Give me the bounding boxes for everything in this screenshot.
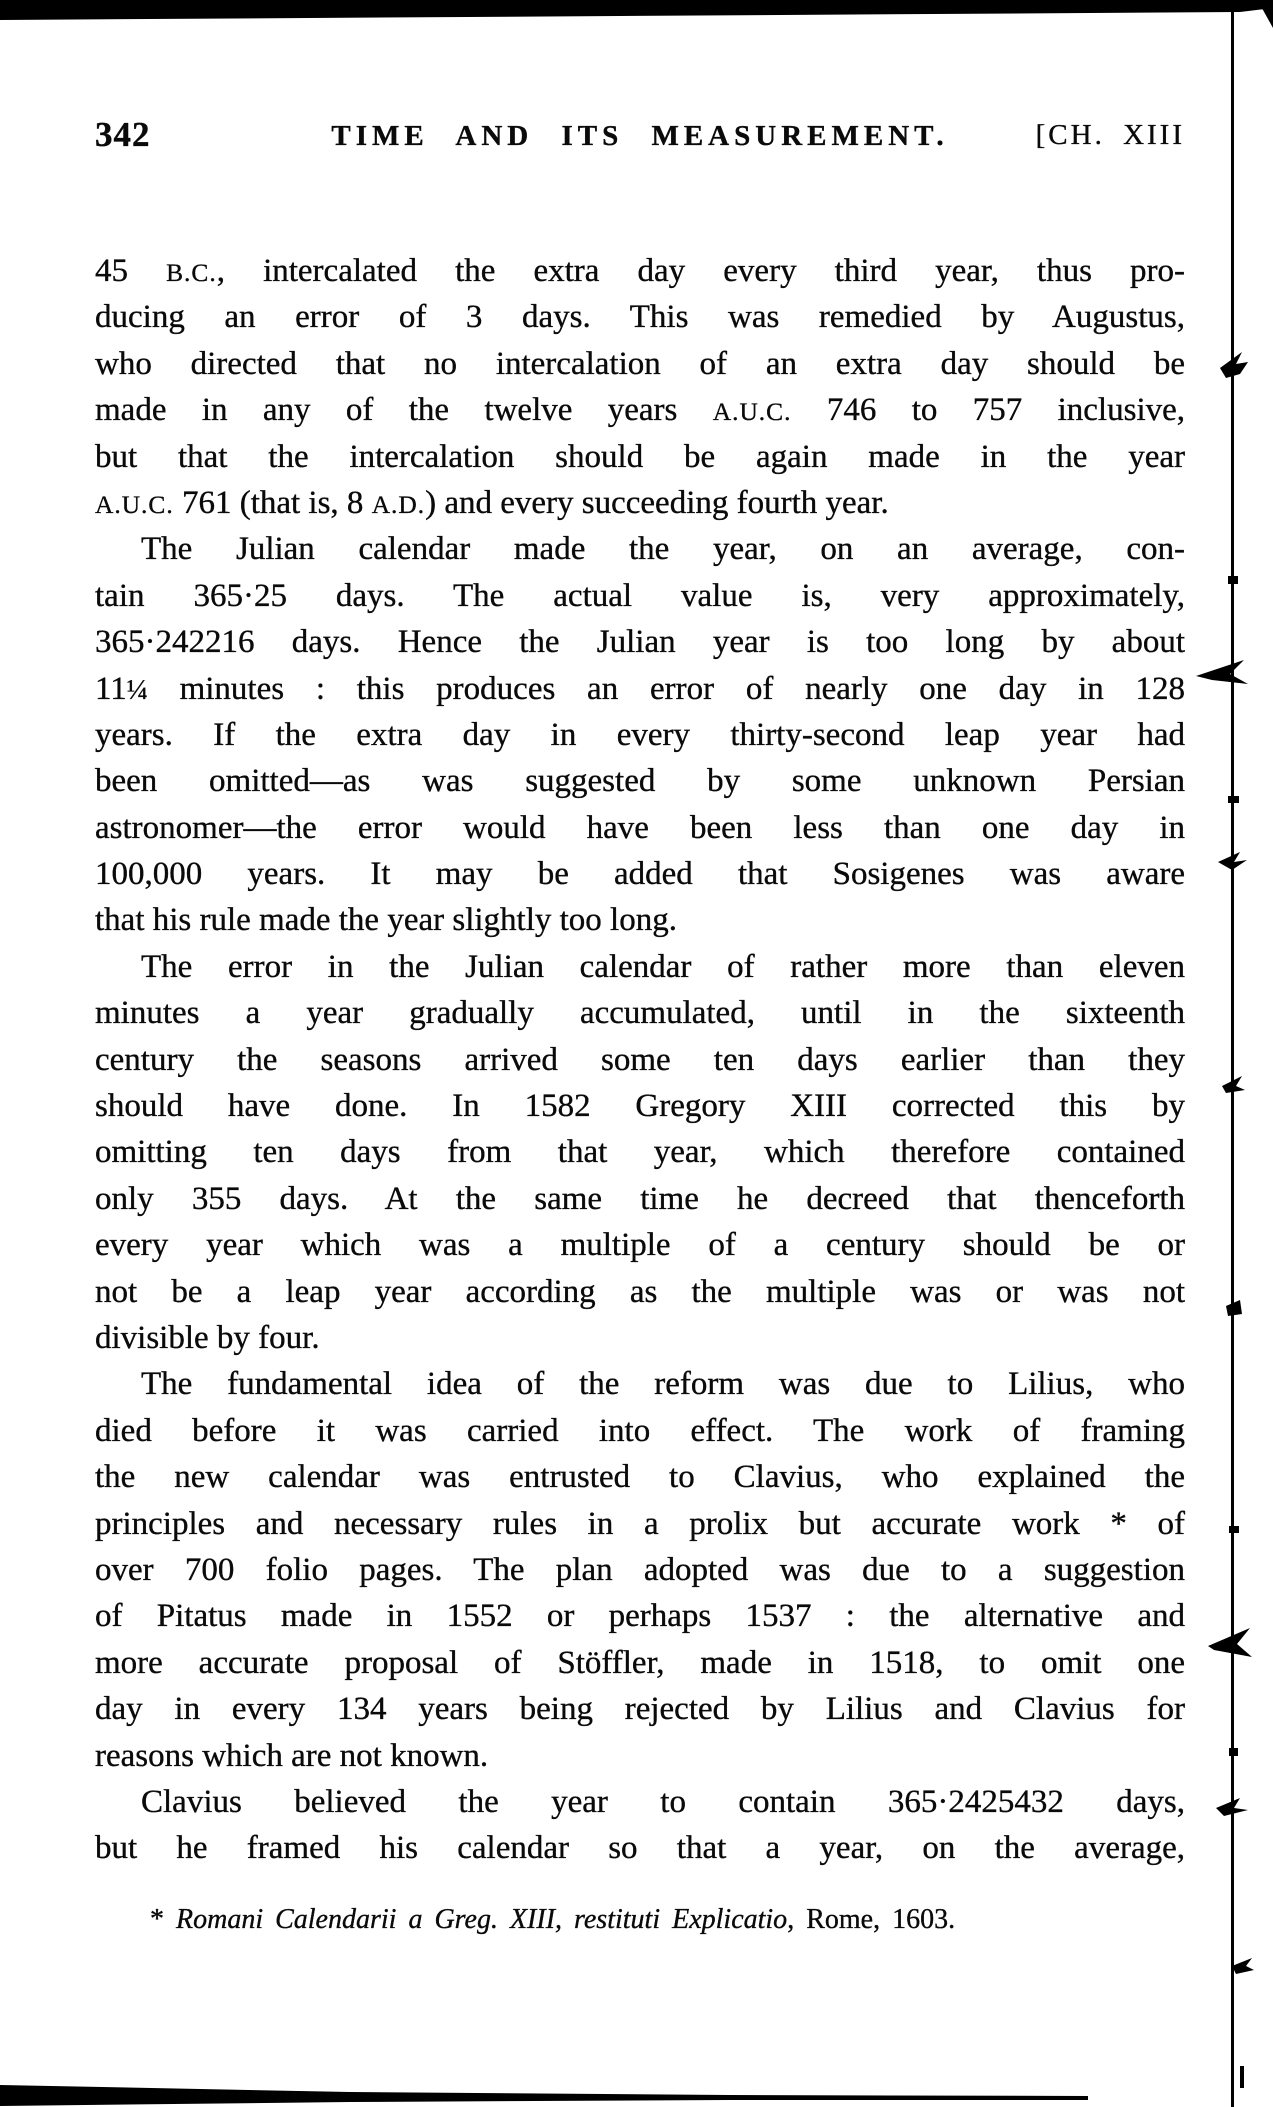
text-segment: Clavius believed the year to contain 365·2425432 days, xyxy=(141,1783,1185,1820)
text-segment: years. If the extra day in every thirty-second leap year had xyxy=(95,716,1185,753)
text-line xyxy=(95,1640,1185,1686)
text-segment: ¼ xyxy=(126,674,148,706)
text-line xyxy=(95,944,1185,990)
text-line xyxy=(95,1593,1185,1639)
text-line xyxy=(95,387,1185,433)
text-line xyxy=(95,294,1185,340)
text-segment: day in every 134 years being rejected by Lilius and Clavius for xyxy=(95,1691,1185,1728)
text-segment: The Julian calendar made the year, on an average, con- xyxy=(141,531,1185,568)
text-line xyxy=(95,1501,1185,1547)
text-segment: ducing an error of 3 days. This was remedied by Augustus, xyxy=(95,299,1185,336)
text-segment: 365·242216 days. Hence the Julian year is too long by about xyxy=(95,624,1185,661)
page-edge-line xyxy=(1231,0,1234,2107)
margin-mark xyxy=(1218,852,1247,870)
text-line xyxy=(95,1454,1185,1500)
text-segment: Romani Calendarii a Greg. XIII, restituti Explicatio xyxy=(176,1904,788,1935)
bottom-scan-bar xyxy=(0,2085,1088,2106)
margin-mark xyxy=(1228,796,1239,803)
text-segment: been omitted—as was suggested by some unknown Persian xyxy=(95,763,1185,800)
text-segment: A.D. xyxy=(371,490,426,519)
text-segment: that his rule made the year slightly too long. xyxy=(95,902,677,939)
text-line xyxy=(95,805,1185,851)
top-scan-bar xyxy=(0,0,1273,20)
text-line xyxy=(95,248,1185,294)
text-line xyxy=(95,666,1185,712)
text-line xyxy=(95,341,1185,387)
text-segment: but he framed his calendar so that a year, on the average, xyxy=(95,1830,1185,1867)
text-segment: astronomer—the error would have been less than one day in xyxy=(95,809,1185,846)
text-segment: died before it was carried into effect. The work of framing xyxy=(95,1412,1185,1449)
text-line xyxy=(95,1269,1185,1315)
text-line xyxy=(95,1547,1185,1593)
text-line xyxy=(95,1129,1185,1175)
text-segment: A.U.C. xyxy=(712,398,792,427)
chapter-ref: [CH. XIII xyxy=(1035,119,1185,151)
text-segment: made in any of the twelve years xyxy=(95,392,713,429)
text-segment: of Pitatus made in 1552 or perhaps 1537 : the alternative and xyxy=(95,1598,1185,1635)
text-line xyxy=(95,1825,1185,1871)
text-segment: only 355 days. At the same time he decreed that thenceforth xyxy=(95,1180,1185,1217)
text-segment: principles and necessary rules in a prolix but accurate work * of xyxy=(95,1505,1185,1542)
text-segment: A.U.C. xyxy=(95,490,174,519)
text-segment: who directed that no intercalation of an extra day should be xyxy=(95,345,1185,382)
text-line xyxy=(95,1686,1185,1732)
text-line xyxy=(95,851,1185,897)
text-line xyxy=(95,1315,1185,1361)
page-number: 342 xyxy=(95,115,151,154)
margin-mark xyxy=(1196,660,1248,684)
text-segment: , intercalated the extra day every third year, thus pro- xyxy=(216,253,1186,289)
text-segment: The fundamental idea of the reform was due to Lilius, who xyxy=(141,1366,1185,1403)
text-segment: should have done. In 1582 Gregory XIII corrected this by xyxy=(95,1088,1185,1125)
text-line xyxy=(95,1083,1185,1129)
text-segment: tain 365·25 days. The actual value is, very approximately, xyxy=(95,577,1185,614)
text-segment: * xyxy=(150,1904,176,1935)
margin-mark xyxy=(1208,1628,1252,1657)
text-segment: reasons which are not known. xyxy=(95,1737,489,1774)
text-line xyxy=(95,897,1185,943)
text-segment: 746 to 757 inclusive, xyxy=(791,392,1186,429)
text-segment: , Rome, 1603. xyxy=(787,1904,956,1935)
text-line xyxy=(95,758,1185,804)
text-segment: The error in the Julian calendar of rather more than eleven xyxy=(141,948,1185,985)
text-segment: ) and every succeeding fourth year. xyxy=(425,484,889,521)
text-line xyxy=(95,1408,1185,1454)
text-line xyxy=(95,712,1185,758)
margin-mark xyxy=(1222,1076,1245,1093)
margin-mark xyxy=(1226,1300,1242,1316)
text-line xyxy=(95,1733,1185,1779)
text-segment: century the seasons arrived some ten days earlier than they xyxy=(95,1041,1185,1078)
text-segment: B.C. xyxy=(166,259,217,287)
text-line xyxy=(95,434,1185,480)
page-header xyxy=(95,116,1185,158)
text-line xyxy=(95,526,1185,572)
text-segment: but that the intercalation should be again made in the year xyxy=(95,438,1185,475)
running-title: TIME AND ITS MEASUREMENT. xyxy=(331,120,949,152)
margin-mark xyxy=(1220,352,1248,378)
footnote xyxy=(150,1902,1190,1938)
text-line xyxy=(95,1176,1185,1222)
text-segment: divisible by four. xyxy=(95,1319,320,1356)
text-segment: 100,000 years. It may be added that Sosigenes was aware xyxy=(95,856,1185,893)
text-segment: over 700 folio pages. The plan adopted was due to a suggestion xyxy=(95,1551,1185,1588)
text-line xyxy=(95,480,1185,526)
text-segment: more accurate proposal of Stöffler, made in 1518, to omit one xyxy=(95,1644,1185,1681)
text-segment: every year which was a multiple of a century should be or xyxy=(95,1227,1185,1264)
text-line xyxy=(95,619,1185,665)
text-line xyxy=(95,990,1185,1036)
margin-mark xyxy=(1232,1958,1254,1974)
text-line xyxy=(95,573,1185,619)
text-segment: not be a leap year according as the multiple was or was not xyxy=(95,1273,1185,1310)
text-segment: omitting ten days from that year, which therefore contained xyxy=(95,1134,1185,1171)
margin-mark xyxy=(1229,1526,1239,1533)
text-line xyxy=(95,1037,1185,1083)
margin-mark xyxy=(1240,2066,1244,2088)
top-right-corner-blob xyxy=(1256,0,1273,28)
text-segment: 45 xyxy=(95,253,167,289)
margin-mark xyxy=(1216,1798,1248,1816)
text-segment: 11 xyxy=(95,670,127,707)
margin-mark xyxy=(1228,576,1238,584)
text-line xyxy=(95,1361,1185,1407)
page-body xyxy=(95,248,1185,1872)
text-segment: the new calendar was entrusted to Clavius, who explained the xyxy=(95,1459,1185,1496)
text-line xyxy=(95,1779,1185,1825)
text-segment: minutes a year gradually accumulated, until in the sixteenth xyxy=(95,995,1185,1032)
text-line xyxy=(95,1222,1185,1268)
text-segment: minutes : this produces an error of nearly one day in 128 xyxy=(147,670,1185,707)
margin-mark xyxy=(1229,1748,1238,1756)
text-segment: 761 (that is, 8 xyxy=(173,484,372,521)
